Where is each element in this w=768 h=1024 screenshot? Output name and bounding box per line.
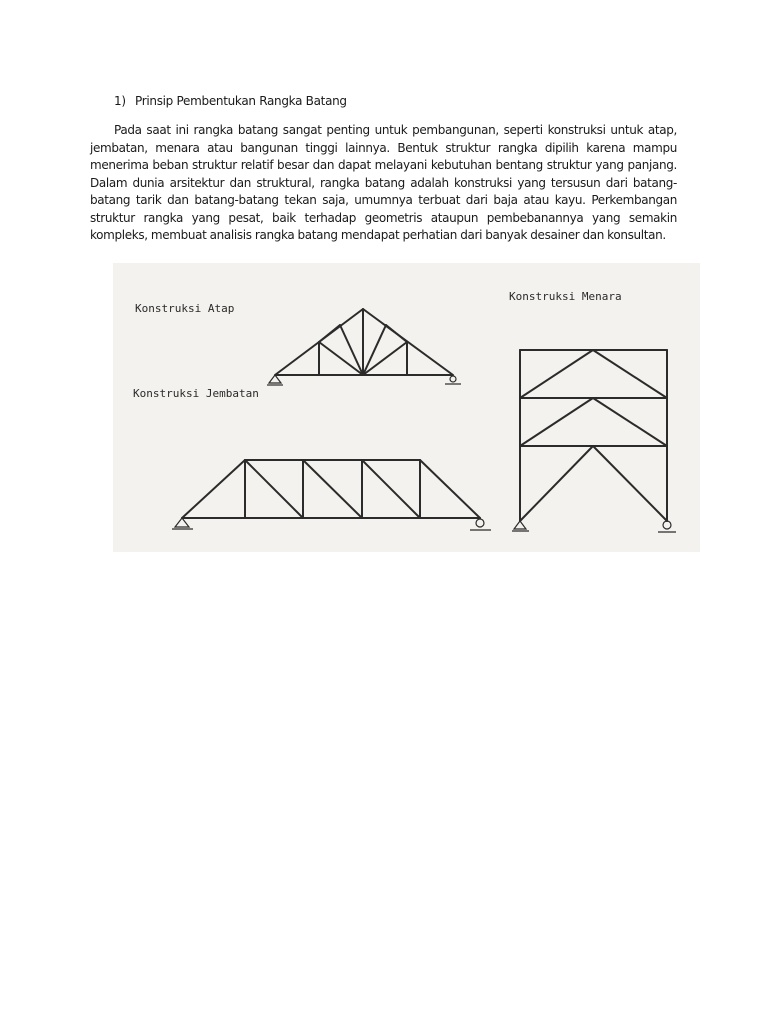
- tower-truss: [520, 350, 667, 521]
- truss-diagram: [113, 263, 700, 552]
- section-number: 1): [114, 94, 126, 108]
- label-tower: Konstruksi Menara: [509, 290, 622, 303]
- section-heading: [114, 93, 347, 110]
- bridge-truss: [182, 460, 480, 518]
- truss-figure: [113, 263, 700, 552]
- label-roof: Konstruksi Atap: [135, 302, 235, 315]
- section-title: Prinsip Pembentukan Rangka Batang: [135, 94, 347, 108]
- body-paragraph: Pada saat ini rangka batang sangat penting untuk pembangunan, seperti konstruksi untuk atap, jembatan, menara atau bangunan tinggi lainnya. Bentuk struktur rangka dipilih karena mampu menerima beban struktur relatif besar dan dapat melayani kebutuhan bentang struktur yang panjang. Dalam dunia arsitektur dan struktural, rangka batang adalah konstruksi yang tersusun dari batang-batang tarik dan batang-batang tekan saja, umumnya terbuat dari baja atau kayu. Perkembangan struktur rangka yang pesat, baik terhadap geometris ataupun pembebanannya yang semakin kompleks, membuat analisis rangka batang mendapat perhatian dari banyak desainer dan konsultan.: [90, 123, 677, 242]
- roof-truss: [275, 309, 453, 375]
- label-bridge: Konstruksi Jembatan: [133, 387, 259, 400]
